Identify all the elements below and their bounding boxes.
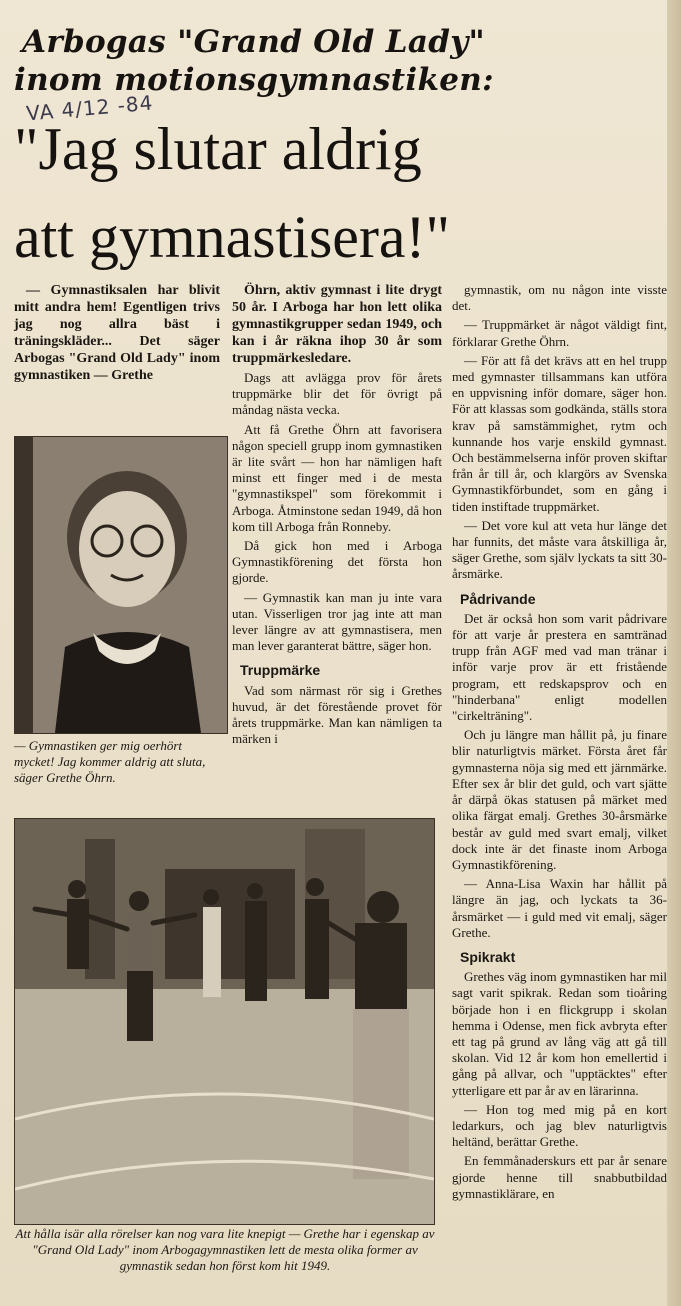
paragraph: — Hon tog med mig på en kort ledarkurs, och jag blev naturligtvis heltänd, berättar Grethe. [452,1101,667,1150]
subheading-padrivande: Pådrivande [460,590,536,607]
headline-line-2: att gymnastisera!" [14,204,451,270]
gym-class-illustration [15,819,434,1224]
portrait-illustration [15,437,227,733]
column-3 [452,282,667,1205]
paragraph: — Anna-Lisa Waxin har hållit på längre än jag, och lyckats ta 36-årsmärket — i guld med vit emalj, säger Grethe. [452,876,667,940]
paragraph: Dags att avlägga prov för årets truppmärke blir det för övrigt på måndag nästa vecka. [232,370,442,418]
paragraph: — Gymnastik kan man ju inte vara utan. Visserligen tror jag inte att man lever längre av att gymnastisera, men man lever garanterat bättre, säger hon. [232,589,442,654]
paragraph: Det är också hon som varit pådrivare för att varje år prestera en samtränad trupp från AGF med vad man tränar i inför varje prov är ett fristående program, ett redskapsprov och en "hinderbana" enligt modellen "cirkelträning". [452,610,667,724]
lead-paragraph: — Gymnastiksalen har blivit mitt andra hem! Egentligen trivs jag nog allra bäst i träningskläder... Det säger Arbogas "Grand Old Lady" inom gymnastiken — Grethe [14,283,220,383]
subheading-spikrakt: Spikrakt [460,948,516,965]
paragraph: Vad som närmast rör sig i Grethes huvud, är det förestående provet för årets truppmärke. Man kan nämligen ta märken i [232,682,442,747]
lead-continuation: Öhrn, aktiv gymnast i lite drygt 50 år. I Arboga har hon lett olika gymnastikgrupper sedan 1949, och kan i år räkna ihop 30 år som truppmärkesledare. [232,283,442,366]
portrait-caption: — Gymnastiken ger mig oerhört mycket! Jag kommer aldrig att sluta, säger Grethe Öhrn. [14,738,206,785]
column-1 [14,282,220,387]
kicker-line-1: Arbogas "Grand Old Lady" [22,24,485,60]
paragraph: — Truppmärket är något väldigt fint, förklarar Grethe Öhrn. [452,317,667,349]
adjacent-page-edge [667,0,681,1306]
headline-line-1: "Jag slutar aldrig [14,116,422,182]
paragraph: En femmånaderskurs ett par år senare gjorde henne till snabbutbildad gymnastiklärare, en [452,1153,667,1201]
portrait-photo [14,436,228,734]
paragraph: — För att få det krävs att en hel trupp med gymnaster tillsammans kan utföra en uppvisning inför domare, säger hon. För att klassas som godkända, ställs stora krav på samstämmighet, rytm och kunnande hos varje enskild gymnast. Och bestämmelserna inför proven skiftar från år till år, och klargörs av Svenska Gymnastikförbundet, som en gång i tiden instiftade truppmärket. [452,352,667,514]
gym-class-photo [14,818,435,1225]
kicker-line-2: inom motionsgymnastiken: [14,62,494,98]
gym-photo-caption: Att hålla isär alla rörelser kan nog vara lite knepigt — Grethe har i egenskap av "Grand Old Lady" inom Arbogagymnastiken lett de mesta olika former av gymnastik sedan hon först kom hit 1949. [15,1226,435,1273]
paragraph: Grethes väg inom gymnastiken har mil sagt varit spikrak. Redan som tioåring började hon i en flickgrupp i skolan hemma i Odense, men fick avbryta efter ett tag på grund av lång väg att gå till skolan. Vid 12 år kom hon emellertid i gång på allvar, och "upptäcktes" efter ytterligare ett par år av en lärarinna. [452,969,667,1098]
paragraph: Och ju längre man hållit på, ju finare blir naturligtvis märket. Första året får gymnasterna nöja sig med ett järnmärke. Efter sex år blir det guld, och vart sjätte år därpå ökas statusen på märket med olika färgat emalj. Grethes 30-årsmärke består av guld med svart emalj, vilket dock inte är det finaste inom Arboga Gymnastikförening. [452,727,667,872]
date-stamp: VA 4/12 -84 [25,90,155,126]
paragraph: — Det vore kul att veta hur länge det har funnits, det måste vara åtskilliga år, säger Grethe, som själv lyckats ta sitt 30-årsmärke. [452,517,667,582]
paragraph: gymnastik, om nu någon inte visste det. [452,282,667,314]
column-2 [232,282,442,750]
subheading-truppmarke: Truppmärke [240,662,321,679]
paragraph: Då gick hon med i Arboga Gymnastikförening det första hon gjorde. [232,538,442,586]
paragraph: Att få Grethe Öhrn att favorisera någon speciell grupp inom gymnastiken är lite svårt — hon har nämligen haft minst ett finger med i de mesta "gymnastikspel" som förekommit i Arboga. Åtminstone sedan 1949, då hon kom till Arboga från Ronneby. [232,421,442,534]
